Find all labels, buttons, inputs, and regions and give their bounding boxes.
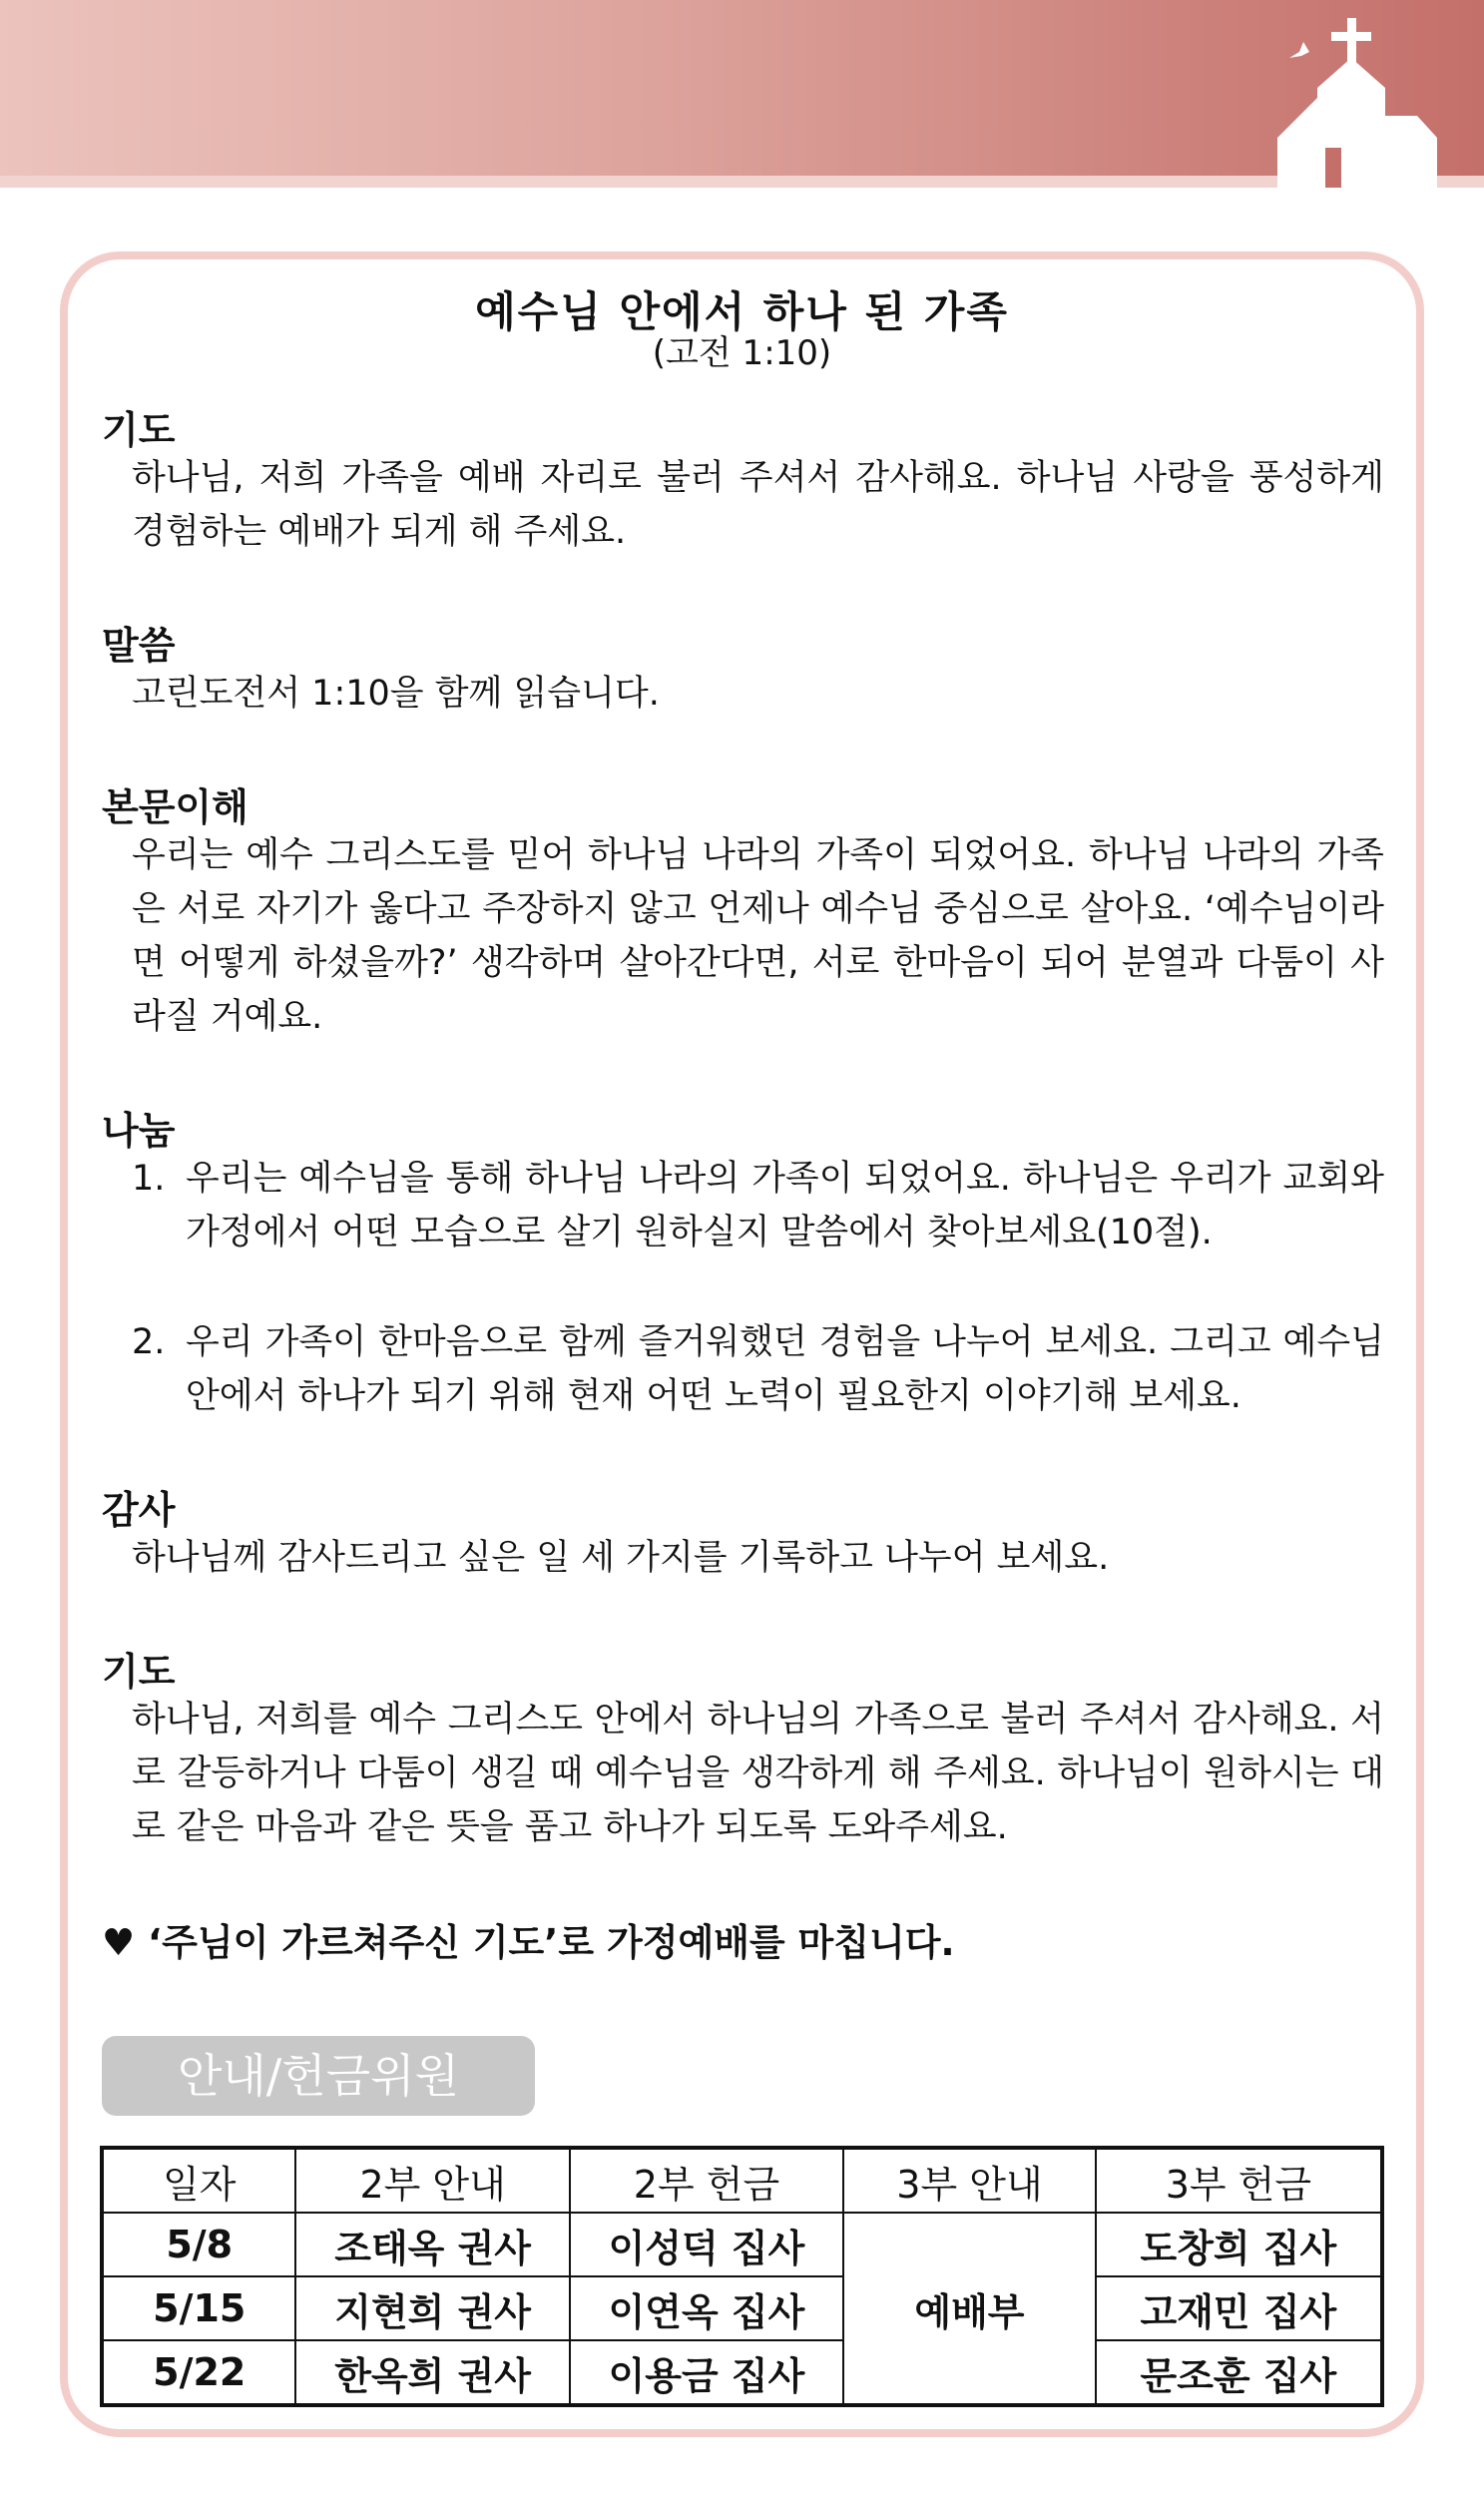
table-cell: 도창희 집사 bbox=[1096, 2213, 1382, 2276]
table-cell: 조태옥 권사 bbox=[295, 2213, 569, 2276]
table-header-row bbox=[102, 2148, 1382, 2213]
section-heading-word: 말씀 bbox=[102, 624, 176, 668]
roster-table bbox=[100, 2146, 1384, 2407]
table-cell: 한옥희 권사 bbox=[295, 2340, 569, 2405]
roster-label: 안내/헌금위원 bbox=[102, 2036, 535, 2116]
section-heading-understanding: 본문이해 bbox=[102, 785, 248, 829]
section-text-closing-prayer: 하나님, 저희를 예수 그리스도 안에서 하나님의 가족으로 불러 주셔서 감사해요. 서로 갈등하거나 다툼이 생길 때 예수님을 생각하게 해 주세요. 하나님이 원하시는 대로 같은 마음과 같은 뜻을 품고 하나가 되도록 도와주세요. bbox=[132, 1700, 1384, 1847]
section-heading-thanks: 감사 bbox=[102, 1488, 176, 1532]
table-cell: 고재민 집사 bbox=[1096, 2276, 1382, 2340]
table-cell: 이용금 집사 bbox=[570, 2340, 843, 2405]
sharing-item-number: 1. bbox=[132, 1159, 166, 1199]
section-text-thanks: 하나님께 감사드리고 싶은 일 세 가지를 기록하고 나누어 보세요. bbox=[132, 1538, 1110, 1578]
section-text-prayer: 하나님, 저희 가족을 예배 자리로 불러 주셔서 감사해요. 하나님 사랑을 풍성하게 경험하는 예배가 되게 해 주세요. bbox=[132, 458, 1384, 552]
section-text-understanding: 우리는 예수 그리스도를 믿어 하나님 나라의 가족이 되었어요. 하나님 나라의 가족은 서로 자기가 옳다고 주장하지 않고 언제나 예수님 중심으로 살아요. ‘예수님이라면 어떻게 하셨을까?’ 생각하며 살아간다면, 서로 한마음이 되어 분열과 다툼이 사라질 거예요. bbox=[132, 835, 1384, 1037]
table-cell: 5/22 bbox=[102, 2340, 295, 2405]
table-row bbox=[102, 2213, 1382, 2276]
sharing-item bbox=[132, 1152, 1384, 1259]
sharing-item-number: 2. bbox=[132, 1322, 166, 1362]
section-heading-sharing: 나눔 bbox=[102, 1109, 176, 1153]
column-header: 2부 헌금 bbox=[570, 2148, 843, 2213]
table-cell: 예배부 bbox=[843, 2213, 1096, 2405]
header-banner bbox=[0, 0, 1484, 176]
table-cell: 5/8 bbox=[102, 2213, 295, 2276]
header-divider bbox=[0, 176, 1484, 188]
table-row bbox=[102, 2340, 1382, 2405]
closing-note: ♥ ‘주님이 가르쳐주신 기도’로 가정예배를 마칩니다. bbox=[102, 1921, 955, 1964]
section-heading-prayer: 기도 bbox=[102, 408, 176, 452]
section-text-word: 고린도전서 1:10을 함께 읽습니다. bbox=[132, 674, 660, 714]
sharing-item-text: 우리 가족이 한마음으로 함께 즐거워했던 경험을 나누어 보세요. 그리고 예수님 안에서 하나가 되기 위해 현재 어떤 노력이 필요한지 이야기해 보세요. bbox=[186, 1322, 1384, 1416]
table-cell: 이연옥 집사 bbox=[570, 2276, 843, 2340]
column-header: 3부 안내 bbox=[843, 2148, 1096, 2213]
scripture-reference: (고전 1:10) bbox=[652, 333, 832, 373]
column-header: 2부 안내 bbox=[295, 2148, 569, 2213]
sharing-item bbox=[132, 1315, 1384, 1423]
column-header: 3부 헌금 bbox=[1096, 2148, 1382, 2213]
church-icon bbox=[1267, 18, 1447, 188]
table-cell: 이성덕 집사 bbox=[570, 2213, 843, 2276]
page-title: 예수님 안에서 하나 된 가족 bbox=[475, 287, 1009, 336]
table-cell: 지현희 권사 bbox=[295, 2276, 569, 2340]
section-heading-closing-prayer: 기도 bbox=[102, 1650, 176, 1694]
table-row bbox=[102, 2276, 1382, 2340]
sharing-item-text: 우리는 예수님을 통해 하나님 나라의 가족이 되었어요. 하나님은 우리가 교회와 가정에서 어떤 모습으로 살기 원하실지 말씀에서 찾아보세요(10절). bbox=[186, 1159, 1384, 1252]
table-cell: 5/15 bbox=[102, 2276, 295, 2340]
column-header: 일자 bbox=[102, 2148, 295, 2213]
table-cell: 문조훈 집사 bbox=[1096, 2340, 1382, 2405]
